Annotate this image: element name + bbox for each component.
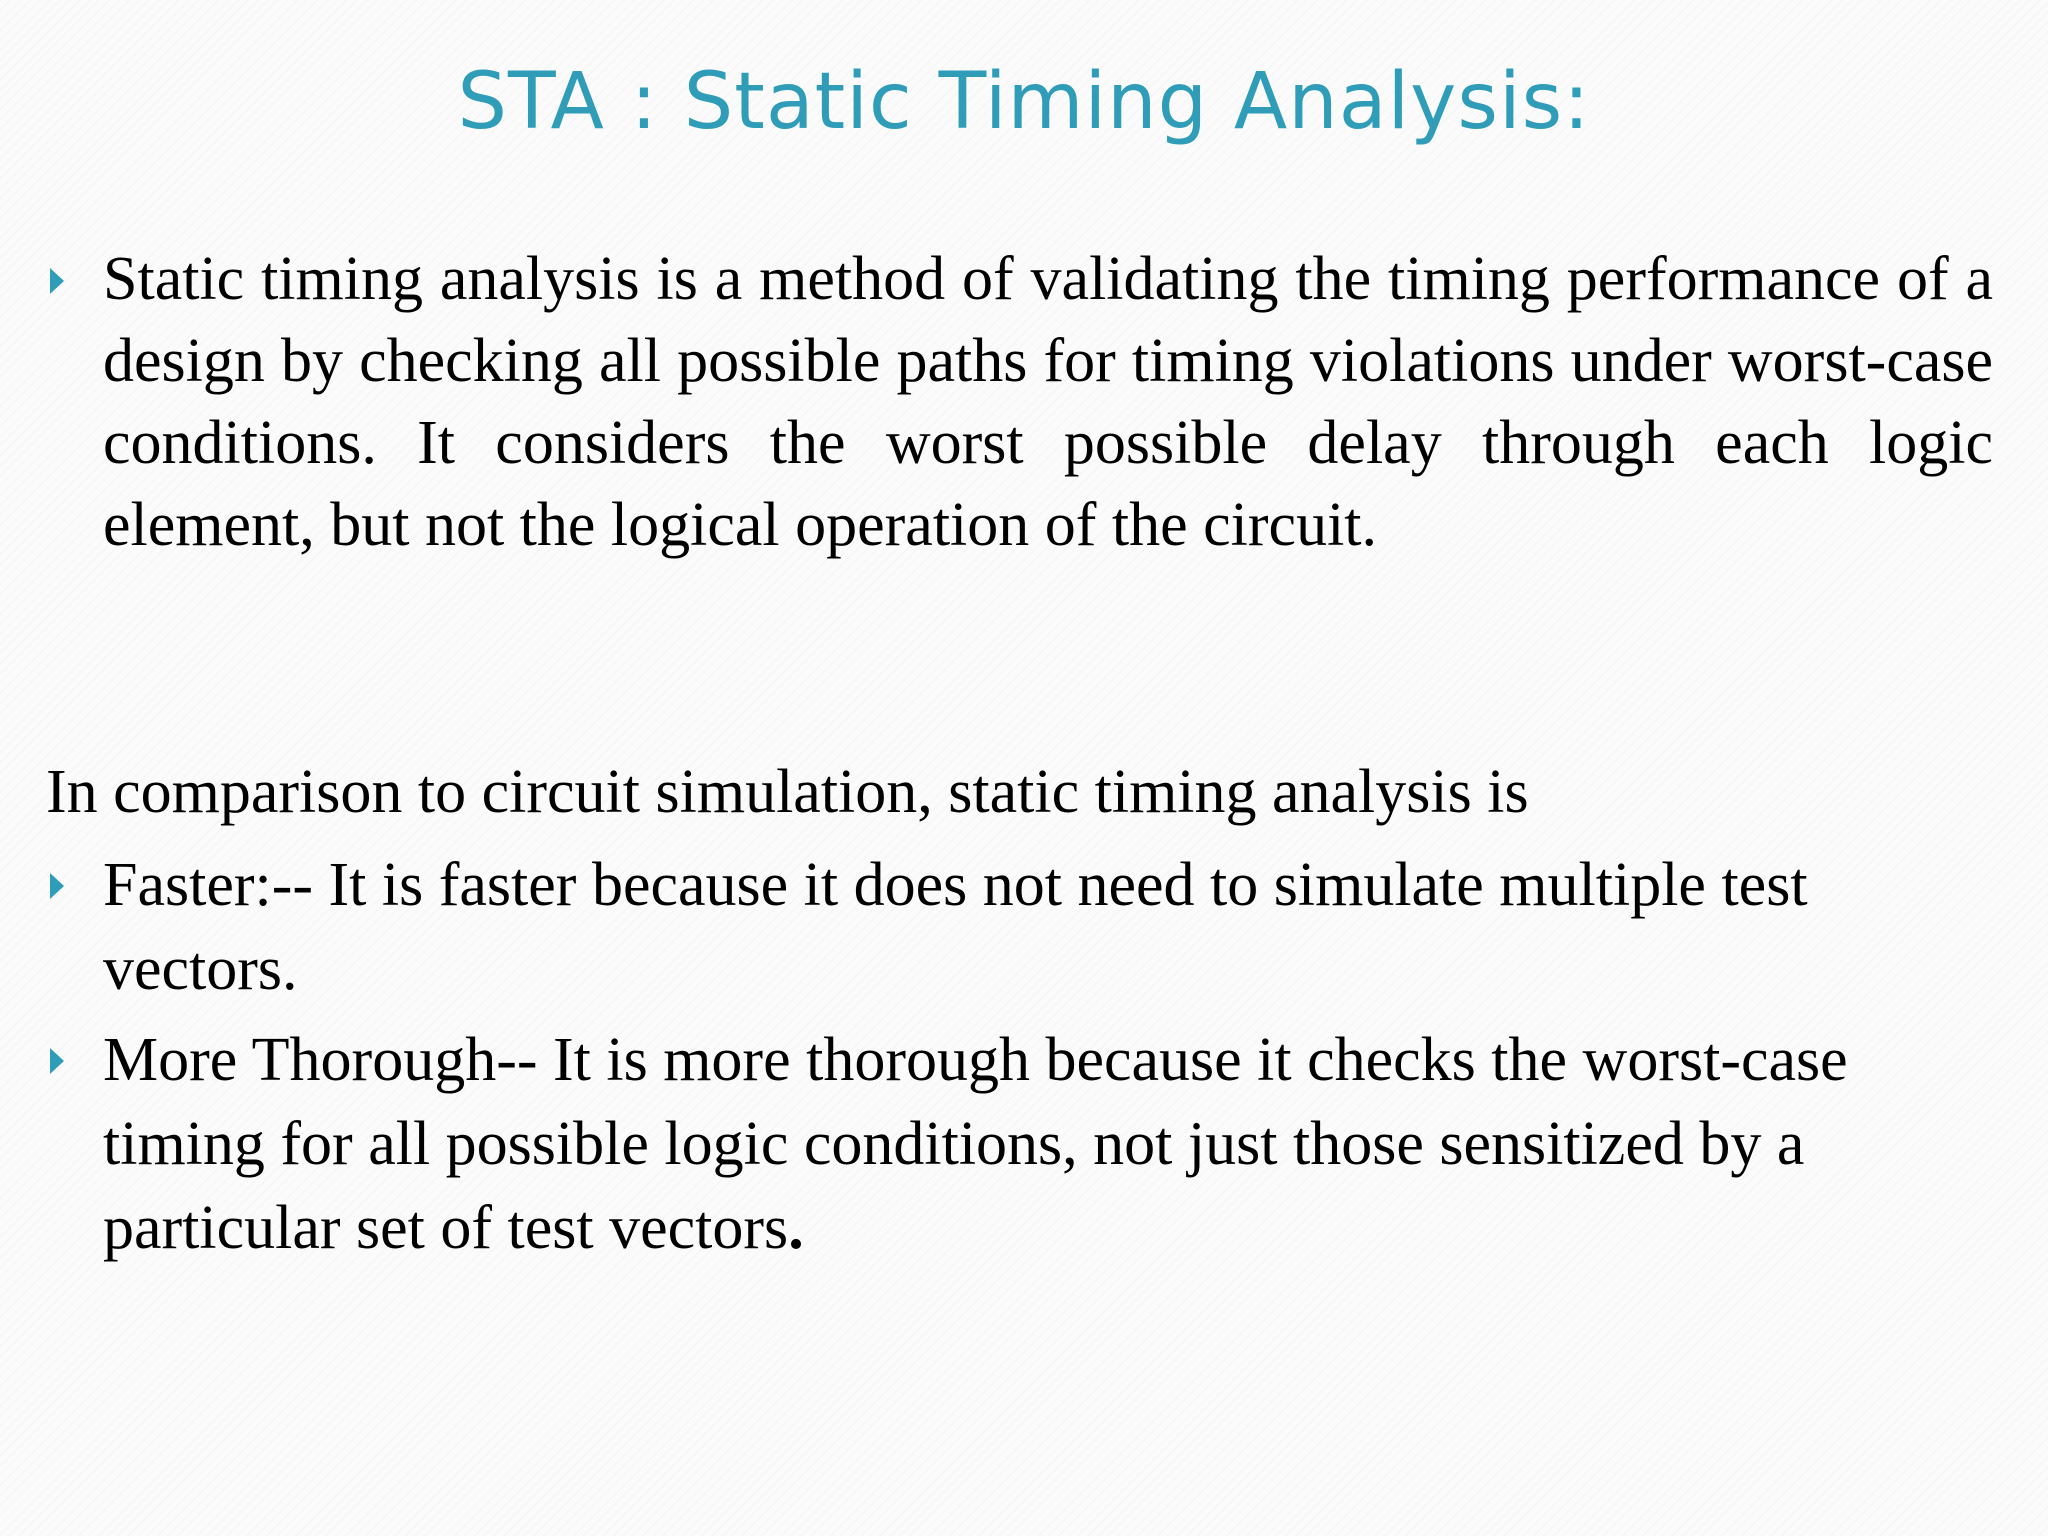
bullet-text: Static timing analysis is a method of validating the timing performance of a design by checking all possible paths for timing violations under worst-case conditions. It considers the worst possible delay through each logic element, but not the logical operation of the circuit. xyxy=(103,245,1993,559)
bullet-text: Faster:-- It is faster because it does not need to simulate multiple test vectors. xyxy=(103,851,1808,1003)
bullet-text-container xyxy=(103,1018,2003,1270)
bullet-text: More Thorough-- It is more thorough because it checks the worst-case timing for all possible logic conditions, not just those sensitized by a particular set of test vectors xyxy=(103,1026,1848,1262)
bullet-end-period: . xyxy=(788,1194,804,1262)
slide-title: STA : Static Timing Analysis: xyxy=(457,57,1591,147)
triangle-right-icon xyxy=(50,873,64,899)
triangle-right-icon xyxy=(50,1048,64,1074)
comparison-intro-text: In comparison to circuit simulation, static timing analysis is xyxy=(46,758,1529,826)
triangle-right-icon xyxy=(50,268,64,294)
